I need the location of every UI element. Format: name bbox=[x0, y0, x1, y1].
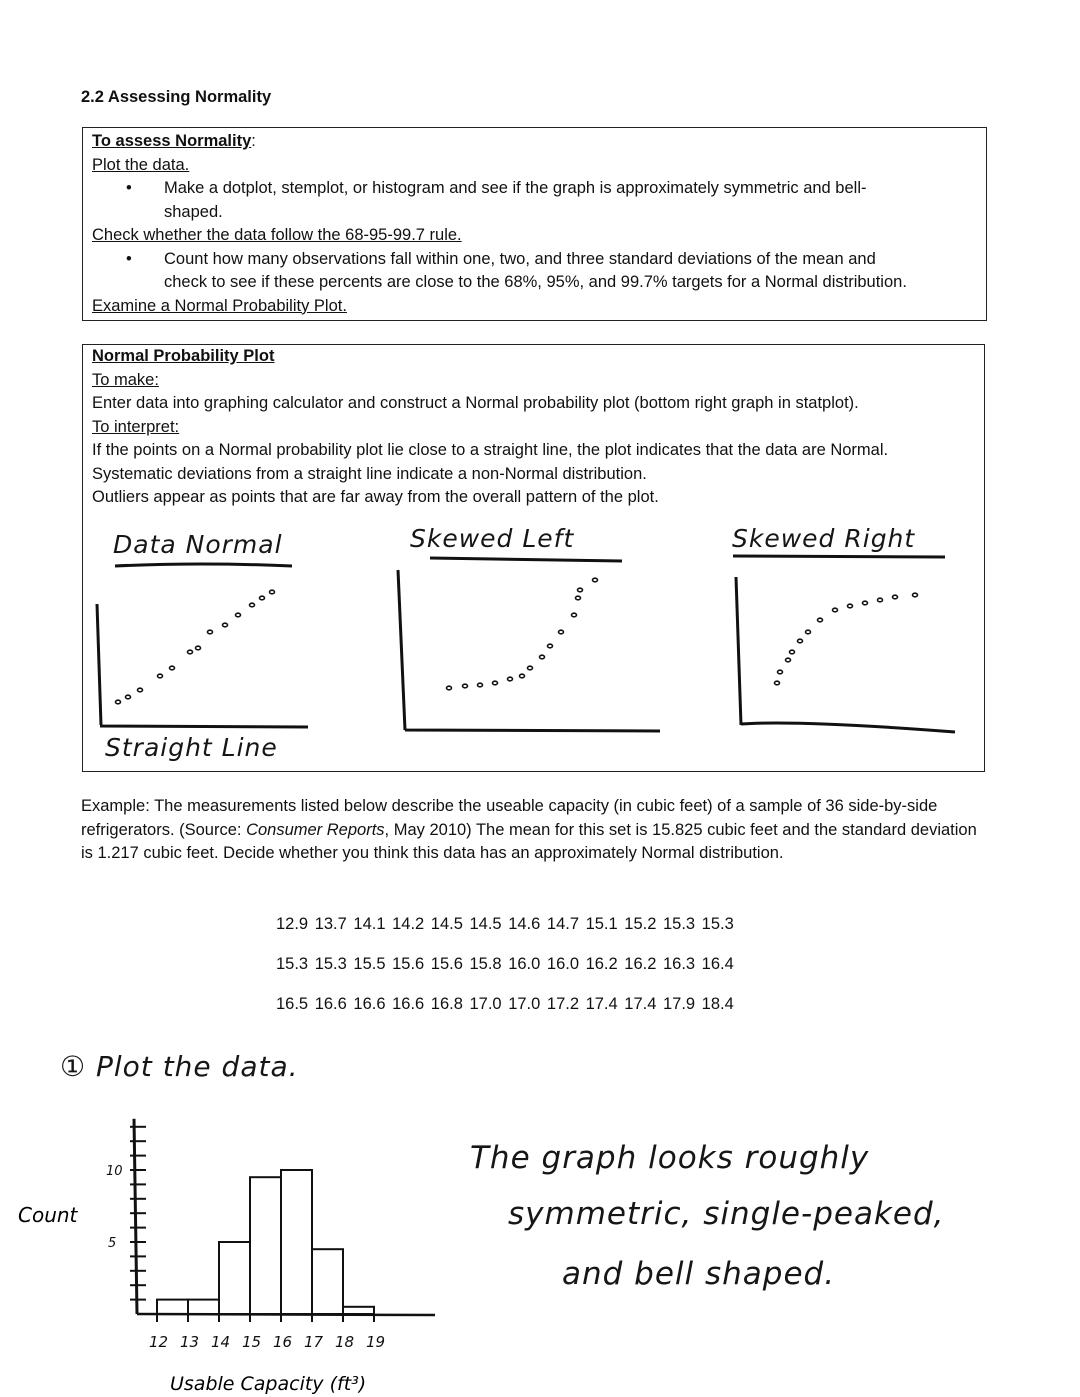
right-plot-point bbox=[913, 593, 918, 597]
y-tick-label: 5 bbox=[108, 1236, 117, 1251]
underline-left bbox=[430, 558, 622, 561]
axes-right bbox=[736, 577, 955, 732]
x-tick-label: 14 bbox=[211, 1333, 231, 1351]
x-axis-label: Usable Capacity (ft³) bbox=[170, 1373, 367, 1395]
conclusion-line: The graph looks roughly bbox=[470, 1140, 870, 1176]
normal-plot-point bbox=[250, 603, 255, 607]
left-plot-point bbox=[572, 613, 577, 617]
normal-plot-point bbox=[170, 666, 175, 670]
right-plot-point bbox=[833, 608, 838, 612]
left-plot-point bbox=[528, 666, 533, 670]
left-plot-point bbox=[578, 588, 583, 592]
interpret-line: Outliers appear as points that are far away from the overall pattern of the plot. bbox=[92, 488, 659, 506]
left-plot-point bbox=[593, 578, 598, 582]
normal-plot-point bbox=[223, 623, 228, 627]
x-tick-label: 18 bbox=[335, 1333, 355, 1351]
normal-plot-point bbox=[126, 695, 131, 699]
example-text bbox=[81, 795, 981, 866]
x-tick-label: 16 bbox=[273, 1333, 293, 1351]
x-tick-label: 15 bbox=[242, 1333, 262, 1351]
bullet-text-cont: check to see if these percents are close to the 68%, 95%, and 99.7% targets for a Normal distribution. bbox=[164, 273, 907, 291]
normal-plot-point bbox=[138, 688, 143, 692]
left-plot-point bbox=[463, 684, 468, 688]
example-text-b: , May 2010) The mean for this set is 15.825 cubic feet and the standard deviation is 1.217 cubic feet. Decide whether you think this data has an approximately Normal distribution. bbox=[81, 820, 977, 862]
right-plot-point bbox=[863, 601, 868, 605]
right-plot-point bbox=[778, 670, 783, 674]
left-plot-point bbox=[447, 686, 452, 690]
conclusion-line: symmetric, single-peaked, bbox=[508, 1196, 945, 1232]
histogram-bar bbox=[250, 1177, 281, 1314]
underline-right bbox=[733, 556, 945, 557]
right-plot-point bbox=[818, 618, 823, 622]
left-plot-point bbox=[576, 596, 581, 600]
sketch-title-normal: Data Normal bbox=[113, 530, 283, 559]
example-text-a: Example: The measurements listed below describe the useable capacity (in cubic feet) of a sample of 36 side-by-side refrigerators. (Source: bbox=[81, 797, 938, 839]
normal-plot-point bbox=[196, 646, 201, 650]
bullet-text: Make a dotplot, stemplot, or histogram and see if the graph is approximately symmetric and bell- bbox=[164, 179, 867, 197]
axes-normal bbox=[97, 604, 308, 727]
underline-normal bbox=[115, 564, 292, 566]
histogram-bar bbox=[281, 1170, 312, 1314]
normal-plot-point bbox=[236, 613, 241, 617]
right-plot-point bbox=[775, 681, 780, 685]
histogram-bar bbox=[188, 1300, 219, 1314]
left-plot-point bbox=[493, 681, 498, 685]
left-plot-point bbox=[540, 655, 545, 659]
left-plot-point bbox=[478, 683, 483, 687]
interpret-label: To interpret: bbox=[92, 417, 180, 436]
step-npp: Examine a Normal Probability Plot. bbox=[92, 296, 347, 315]
normal-plot-point bbox=[208, 630, 213, 634]
right-plot-point bbox=[786, 658, 791, 662]
normal-plot-point bbox=[116, 700, 121, 704]
normal-plot-point bbox=[188, 650, 193, 654]
step-rule: Check whether the data follow the 68-95-99.7 rule. bbox=[92, 226, 462, 244]
right-plot-point bbox=[798, 639, 803, 643]
right-plot-point bbox=[878, 598, 883, 602]
step-marker: ① bbox=[60, 1050, 87, 1083]
right-plot-point bbox=[806, 630, 811, 634]
y-axis-label: Count bbox=[18, 1203, 78, 1227]
example-source: Consumer Reports bbox=[246, 820, 385, 839]
sketch-caption-straight: Straight Line bbox=[105, 733, 278, 762]
sketch-title-right: Skewed Right bbox=[732, 524, 916, 553]
sketch-title-left: Skewed Left bbox=[410, 524, 575, 553]
histogram-bar bbox=[157, 1300, 188, 1314]
histogram-bar bbox=[343, 1307, 374, 1314]
interpret-line: If the points on a Normal probability plot lie close to a straight line, the plot indicates that the data are Normal. bbox=[92, 441, 889, 459]
axes-left bbox=[398, 570, 660, 731]
step-plot: Plot the data. bbox=[92, 155, 190, 174]
left-plot-point bbox=[559, 630, 564, 634]
right-plot-point bbox=[848, 604, 853, 608]
left-plot-point bbox=[508, 677, 513, 681]
data-row: 15.3 15.3 15.5 15.6 15.6 15.8 16.0 16.0 16.2 16.2 16.3 16.4 bbox=[276, 955, 734, 973]
left-plot-point bbox=[520, 674, 525, 678]
npp-heading: Normal Probability Plot bbox=[92, 347, 275, 365]
histogram-bar bbox=[219, 1242, 250, 1314]
bullet-text-cont: shaped. bbox=[164, 202, 223, 221]
handwritten-step bbox=[60, 1050, 299, 1083]
right-plot-point bbox=[790, 650, 795, 654]
histogram-bar bbox=[312, 1249, 343, 1314]
section-title: 2.2 Assessing Normality bbox=[81, 88, 272, 106]
normal-plot-point bbox=[270, 590, 275, 594]
x-tick-label: 19 bbox=[366, 1333, 386, 1351]
x-tick-label: 13 bbox=[180, 1333, 200, 1351]
step-text: Plot the data. bbox=[96, 1050, 299, 1083]
heading-colon: : bbox=[251, 132, 256, 150]
make-text: Enter data into graphing calculator and construct a Normal probability plot (bottom right graph in statplot). bbox=[92, 394, 859, 412]
assess-heading: To assess Normality bbox=[92, 132, 252, 150]
histogram bbox=[0, 1110, 460, 1397]
left-plot-point bbox=[548, 644, 553, 648]
y-tick-label: 10 bbox=[106, 1164, 123, 1179]
right-plot-point bbox=[893, 595, 898, 599]
normal-plot-point bbox=[158, 674, 163, 678]
make-label: To make: bbox=[92, 370, 159, 389]
x-tick-label: 17 bbox=[304, 1333, 324, 1351]
interpret-line: Systematic deviations from a straight line indicate a non-Normal distribution. bbox=[92, 464, 647, 483]
data-row: 12.9 13.7 14.1 14.2 14.5 14.5 14.6 14.7 15.1 15.2 15.3 15.3 bbox=[276, 915, 734, 933]
x-tick-label: 12 bbox=[149, 1333, 169, 1351]
conclusion-line: and bell shaped. bbox=[562, 1256, 836, 1292]
bullet-text: Count how many observations fall within one, two, and three standard deviations of the mean and bbox=[164, 249, 876, 268]
data-row: 16.5 16.6 16.6 16.6 16.8 17.0 17.0 17.2 17.4 17.4 17.9 18.4 bbox=[276, 995, 734, 1013]
normal-plot-point bbox=[260, 596, 265, 600]
